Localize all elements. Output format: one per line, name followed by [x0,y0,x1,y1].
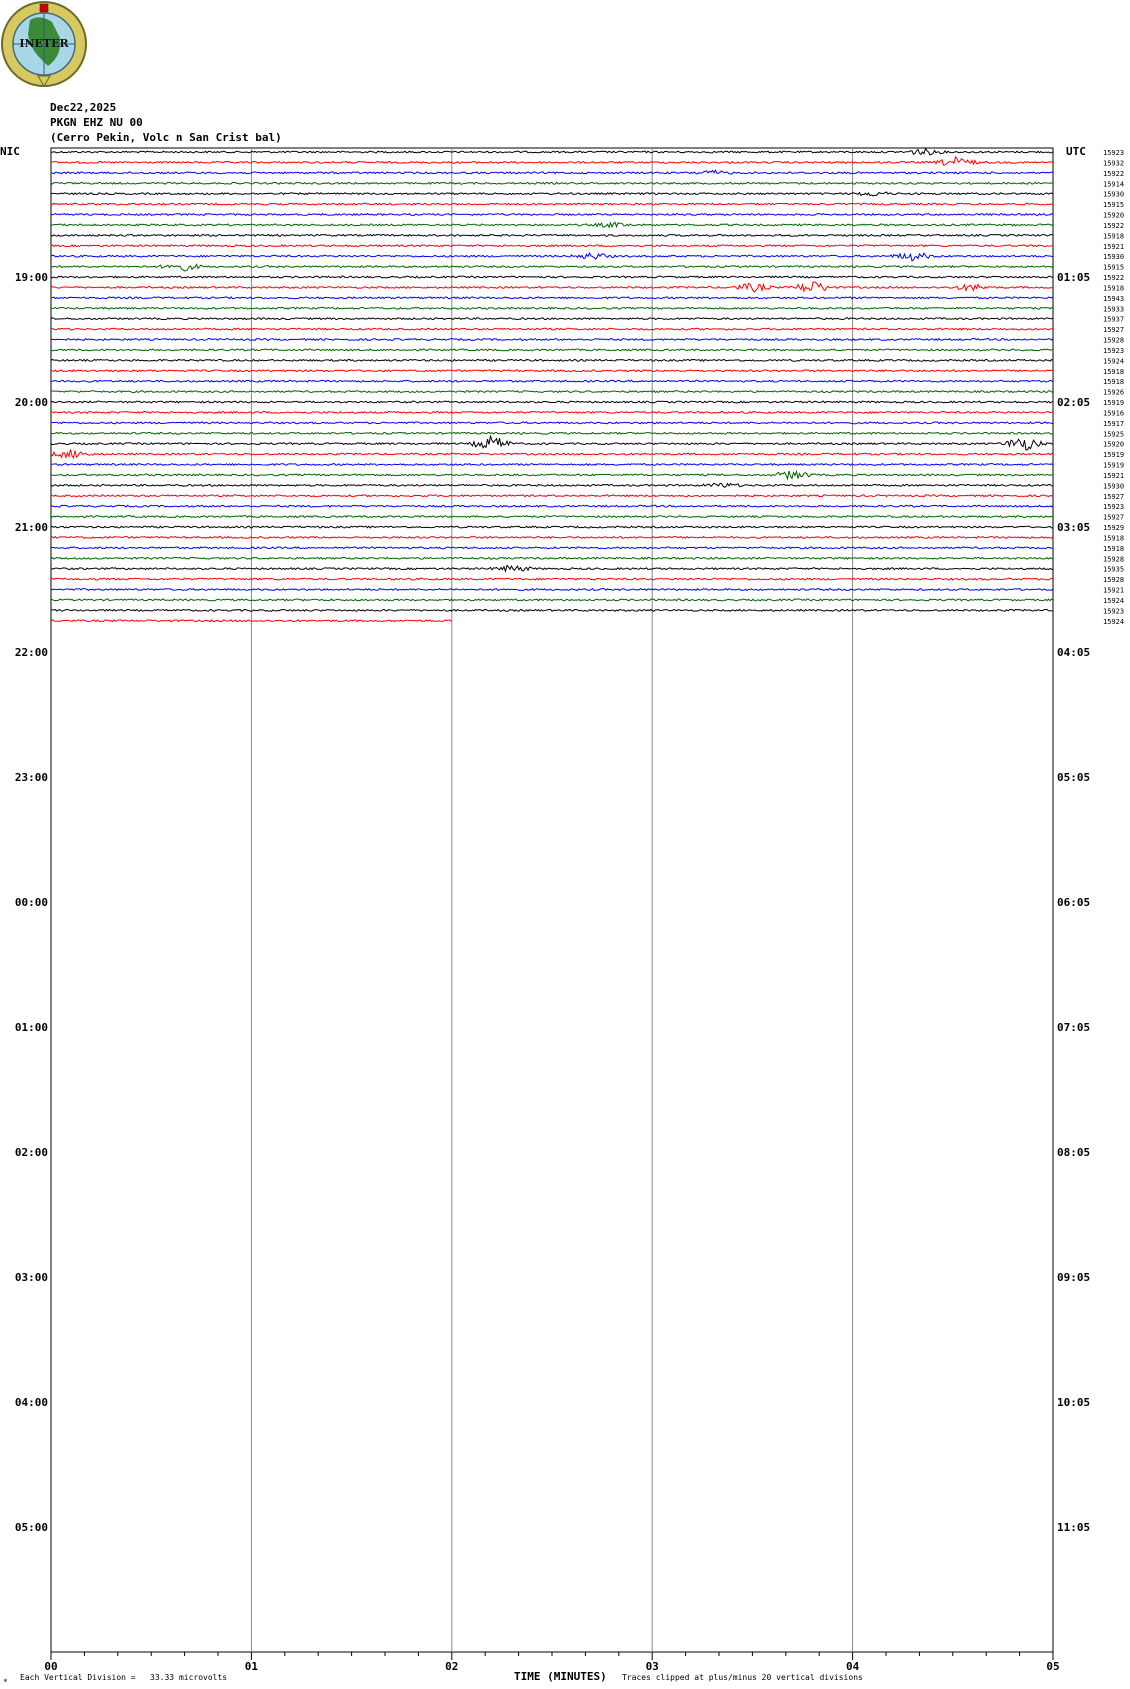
right-hour-label: 02:05 [1057,396,1091,409]
header-location: (Cerro Pekin, Volc n San Crist bal) [50,131,282,144]
trace-17 [51,328,1053,330]
trace-count-label: 15925 [1103,430,1125,439]
trace-21 [51,370,1053,372]
trace-count-label: 15922 [1103,169,1125,178]
trace-count-label: 15929 [1103,524,1125,532]
corner-mark: ∗ [3,1676,8,1685]
right-zone-label: UTC [1066,145,1086,158]
trace-7 [51,222,1053,227]
trace-43 [51,599,1053,601]
trace-count-label: 15920 [1103,211,1125,220]
trace-count-label: 15926 [1103,388,1125,397]
trace-count-label: 15915 [1103,201,1125,210]
trace-0 [51,149,1053,155]
trace-count-label: 15924 [1103,617,1125,626]
x-tick-label: 00 [44,1660,58,1673]
trace-24 [51,401,1053,403]
trace-35 [51,516,1053,518]
trace-count-label: 15923 [1103,149,1125,157]
trace-4 [51,192,1053,196]
x-tick-label: 05 [1046,1660,1060,1673]
clip-note: Traces clipped at plus/minus 20 vertical divisions [622,1673,863,1682]
right-hour-label: 03:05 [1057,521,1091,534]
trace-count-label: 15927 [1103,513,1125,522]
trace-count-label: 15924 [1103,596,1125,605]
trace-29 [51,449,1053,457]
trace-count-label: 15919 [1103,399,1125,407]
left-hour-label: 05:00 [14,1521,48,1534]
ineter-logo [0,0,88,88]
trace-32 [51,483,1053,487]
trace-13 [51,282,1053,292]
trace-count-label: 15915 [1103,263,1125,272]
trace-count-label: 15930 [1103,253,1125,262]
right-hour-label: 07:05 [1057,1021,1091,1034]
trace-10 [51,253,1053,261]
trace-5 [51,203,1053,205]
trace-count-label: 15916 [1103,409,1125,418]
header-date: Dec22,2025 [50,101,117,114]
trace-count-label: 15927 [1103,492,1125,501]
trace-18 [51,339,1053,341]
trace-count-label: 15921 [1103,586,1125,595]
right-hour-label: 05:05 [1057,771,1091,784]
trace-count-label: 15923 [1103,607,1125,616]
trace-42 [51,589,1053,591]
trace-count-label: 15918 [1103,232,1125,241]
svg-text:INETER: INETER [19,37,69,50]
x-axis-title: TIME (MINUTES) [514,1670,607,1683]
trace-count-label: 15923 [1103,503,1125,512]
trace-11 [51,264,1053,270]
trace-36 [51,526,1053,528]
right-hour-label: 11:05 [1057,1521,1091,1534]
trace-count-label: 15928 [1103,555,1125,564]
trace-count-label: 15930 [1103,190,1125,199]
trace-8 [51,234,1053,236]
trace-2 [51,170,1053,174]
trace-count-label: 15919 [1103,461,1125,470]
trace-6 [51,214,1053,216]
trace-count-label: 15943 [1103,294,1125,303]
trace-count-label: 15928 [1103,336,1125,345]
trace-33 [51,495,1053,497]
trace-31 [51,471,1053,479]
trace-20 [51,359,1053,361]
x-tick-label: 02 [445,1660,459,1673]
trace-23 [51,391,1053,393]
scale-note: Each Vertical Division = 33.33 microvolts [20,1673,228,1682]
trace-40 [51,565,1053,571]
trace-count-label: 15935 [1103,565,1125,574]
trace-19 [51,349,1053,351]
trace-22 [51,380,1053,382]
trace-27 [51,432,1053,434]
left-hour-label: 21:00 [14,521,48,534]
trace-count-label: 15922 [1103,221,1125,230]
right-hour-label: 04:05 [1057,646,1091,659]
right-hour-label: 08:05 [1057,1146,1091,1159]
trace-count-label: 15921 [1103,242,1125,251]
trace-count-label: 15923 [1103,346,1125,355]
trace-count-label: 15920 [1103,440,1125,449]
trace-count-label: 15921 [1103,471,1125,480]
trace-count-label: 15930 [1103,482,1125,491]
trace-count-label: 15918 [1103,367,1125,376]
trace-count-label: 15922 [1103,274,1125,282]
left-hour-label: 00:00 [14,896,48,909]
right-hour-label: 06:05 [1057,896,1091,909]
trace-count-label: 15937 [1103,315,1125,324]
trace-41 [51,578,1053,580]
trace-count-label: 15918 [1103,534,1125,543]
left-hour-label: 20:00 [14,396,48,409]
trace-count-label: 15918 [1103,378,1125,387]
trace-44 [51,609,1053,611]
trace-count-label: 15918 [1103,284,1125,293]
trace-38 [51,547,1053,549]
x-tick-label: 01 [244,1660,259,1673]
trace-9 [51,245,1053,247]
left-hour-label: 03:00 [14,1271,48,1284]
trace-count-label: 15927 [1103,326,1125,335]
trace-count-label: 15918 [1103,544,1125,553]
trace-count-label: 15932 [1103,159,1125,168]
x-tick-label: 03 [645,1660,659,1673]
trace-28 [51,436,1053,450]
trace-30 [51,464,1053,466]
left-hour-label: 04:00 [14,1396,48,1409]
trace-count-label: 15919 [1103,451,1125,460]
trace-39 [51,557,1053,559]
left-hour-label: 01:00 [14,1021,48,1034]
trace-count-label: 15933 [1103,305,1125,314]
right-hour-label: 01:05 [1057,271,1091,284]
trace-34 [51,505,1053,507]
left-hour-label: 19:00 [14,271,48,284]
trace-14 [51,297,1053,299]
right-hour-label: 09:05 [1057,1271,1091,1284]
trace-count-label: 15917 [1103,419,1125,428]
trace-26 [51,422,1053,424]
x-tick-label: 04 [845,1660,860,1673]
trace-count-label: 15928 [1103,576,1125,585]
trace-12 [51,276,1053,278]
trace-16 [51,318,1053,320]
left-hour-label: 22:00 [14,646,48,659]
trace-15 [51,307,1053,309]
header-station: PKGN EHZ NU 00 [50,116,143,129]
plot-frame [51,148,1053,1652]
trace-count-label: 15914 [1103,180,1125,189]
right-hour-label: 10:05 [1057,1396,1091,1409]
trace-3 [51,182,1053,184]
left-zone-label: NIC [0,145,20,158]
left-hour-label: 02:00 [14,1146,48,1159]
trace-count-label: 15924 [1103,357,1125,366]
trace-37 [51,537,1053,539]
trace-1 [51,157,1053,165]
trace-25 [51,412,1053,414]
left-hour-label: 23:00 [14,771,48,784]
